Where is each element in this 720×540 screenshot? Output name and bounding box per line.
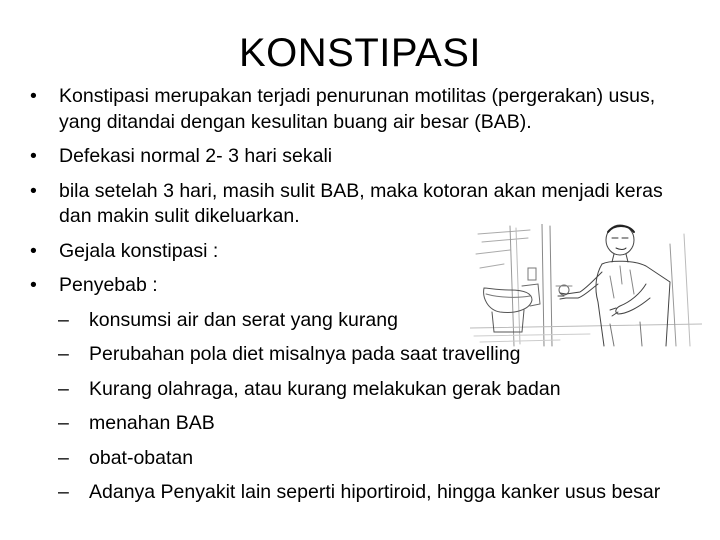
bullet-item: • Gejala konstipasi : (30, 239, 690, 265)
sub-bullet-item: – Kurang olahraga, atau kurang melakukan gerak badan (30, 377, 690, 403)
slide-title (0, 30, 720, 76)
sub-bullet-item: – menahan BAB (30, 411, 690, 437)
sub-bullet-item: – konsumsi air dan serat yang kurang (30, 308, 690, 334)
bullet-item: • Defekasi normal 2- 3 hari sekali (30, 144, 690, 170)
bullet-item: • Penyebab : (30, 273, 690, 299)
slide-body (30, 84, 690, 515)
slide-title-text: KONSTIPASI (238, 31, 482, 75)
sub-bullet-item: – obat-obatan (30, 446, 690, 472)
bullet-item: • bila setelah 3 hari, masih sulit BAB, maka kotoran akan menjadi keras dan makin sulit dikeluarkan. (30, 179, 690, 230)
sub-bullet-item: – Adanya Penyakit lain seperti hiportiroid, hingga kanker usus besar (30, 480, 690, 506)
bullet-item: • Konstipasi merupakan terjadi penurunan motilitas (pergerakan) usus, yang ditandai dengan kesulitan buang air besar (BAB). (30, 84, 690, 135)
sub-bullet-item: – Perubahan pola diet misalnya pada saat travelling (30, 342, 690, 368)
